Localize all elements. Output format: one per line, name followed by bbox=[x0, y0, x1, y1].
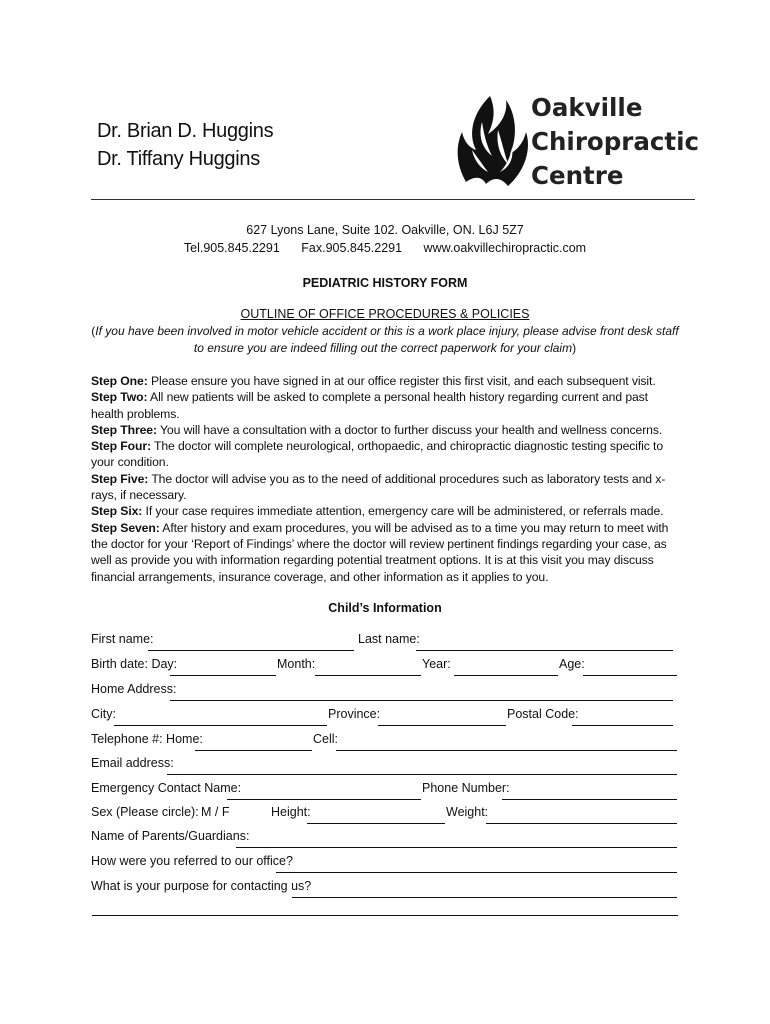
claim-note bbox=[0, 323, 770, 357]
birth-day-label: Birth date: Day: bbox=[91, 657, 178, 671]
emergency-row bbox=[91, 781, 679, 801]
outline-heading: OUTLINE OF OFFICE PROCEDURES & POLICIES bbox=[240, 307, 530, 321]
step-label: Step Six: bbox=[91, 504, 143, 519]
purpose-extra-line[interactable] bbox=[92, 915, 678, 916]
child-info-title: Child’s Information bbox=[328, 601, 442, 615]
form-title: PEDIATRIC HISTORY FORM bbox=[302, 276, 468, 290]
phone-fax-web bbox=[0, 241, 770, 255]
year-field[interactable] bbox=[454, 675, 558, 676]
logo-wordmark bbox=[531, 91, 699, 193]
logo-line: Oakville bbox=[531, 93, 643, 122]
note-paren: ( bbox=[91, 324, 96, 338]
email-row bbox=[91, 756, 679, 776]
month-label: Month: bbox=[277, 657, 316, 671]
step-item bbox=[91, 373, 681, 389]
website-link[interactable]: www.oakvillechiropractic.com bbox=[423, 241, 587, 255]
cell-field[interactable] bbox=[336, 750, 677, 751]
first-name-label: First name: bbox=[91, 632, 154, 646]
city-row bbox=[91, 707, 679, 727]
home-address-label: Home Address: bbox=[91, 682, 177, 696]
tel: Tel.905.845.2291 bbox=[183, 241, 280, 255]
province-field[interactable] bbox=[378, 725, 506, 726]
phone-number-label: Phone Number: bbox=[422, 781, 510, 795]
city-label: City: bbox=[91, 707, 116, 721]
birth-day-field[interactable] bbox=[170, 675, 276, 676]
sex-label: Sex (Please circle): bbox=[91, 805, 199, 819]
doctor-name: Dr. Tiffany Huggins bbox=[97, 148, 260, 170]
step-label: Step Seven: bbox=[91, 520, 160, 535]
step-item bbox=[91, 438, 681, 471]
age-label: Age: bbox=[559, 657, 585, 671]
emergency-contact-field[interactable] bbox=[227, 799, 421, 800]
address: 627 Lyons Lane, Suite 102. Oakville, ON. L6J 5Z7 bbox=[246, 223, 524, 237]
height-field[interactable] bbox=[307, 823, 445, 824]
city-field[interactable] bbox=[114, 725, 327, 726]
step-item bbox=[91, 389, 681, 422]
step-text: The doctor will advise you as to the need of additional procedures such as laboratory tests and x-rays, if necessary. bbox=[91, 471, 666, 503]
step-label: Step Four: bbox=[91, 439, 151, 454]
step-label: Step One: bbox=[91, 374, 148, 388]
step-label: Step Three: bbox=[91, 422, 157, 437]
email-field[interactable] bbox=[167, 774, 677, 775]
month-field[interactable] bbox=[315, 675, 421, 676]
address-row bbox=[91, 682, 679, 702]
doctor-names bbox=[97, 117, 273, 173]
referred-label: How were you referred to our office? bbox=[91, 854, 293, 868]
last-name-field[interactable] bbox=[416, 650, 673, 651]
parents-label: Name of Parents/Guardians: bbox=[91, 829, 250, 843]
fax: Fax.905.845.2291 bbox=[301, 241, 403, 255]
referred-field[interactable] bbox=[276, 872, 677, 873]
note-paren: ) bbox=[572, 341, 577, 355]
step-text: You will have a consultation with a doctor to further discuss your health and wellness concerns. bbox=[156, 422, 663, 437]
telephone-home-label: Telephone #: Home: bbox=[91, 732, 203, 746]
sex-row bbox=[91, 805, 679, 825]
postal-code-field[interactable] bbox=[572, 725, 673, 726]
purpose-label: What is your purpose for contacting us? bbox=[91, 879, 312, 893]
logo-line: Chiropractic bbox=[531, 127, 700, 156]
procedure-steps bbox=[91, 373, 681, 585]
step-text: All new patients will be asked to complete a personal health history regarding current and past health problems. bbox=[91, 390, 648, 421]
note-text: If you have been involved in motor vehicle accident or this is a work place injury, please advise front desk staff to ensure you are indeed filling out the correct paperwork for your claim bbox=[95, 324, 679, 355]
step-text: If your case requires immediate attention, emergency care will be administered, or referrals made. bbox=[142, 504, 664, 519]
step-text: After history and exam procedures, you will be advised as to a time you may return to meet with the doctor for your ‘Report of Findings’ where the doctor will review pertinent findings regarding your case, as well as provide you with information regarding potential treatment options. It is at this visit you may discuss financial arrangements, insurance coverage, and other information as it applies to you. bbox=[91, 520, 669, 584]
step-label: Step Five: bbox=[91, 471, 149, 486]
telephone-row bbox=[91, 732, 679, 752]
referred-row bbox=[91, 854, 679, 874]
phone-number-field[interactable] bbox=[502, 799, 677, 800]
step-label: Step Two: bbox=[91, 390, 148, 405]
step-item bbox=[91, 422, 681, 438]
parents-field[interactable] bbox=[236, 847, 677, 848]
age-field[interactable] bbox=[583, 675, 677, 676]
height-label: Height: bbox=[271, 805, 311, 819]
weight-label: Weight: bbox=[446, 805, 489, 819]
email-label: Email address: bbox=[91, 756, 174, 770]
sex-options[interactable]: M / F bbox=[201, 805, 230, 819]
purpose-row bbox=[91, 879, 679, 899]
province-label: Province: bbox=[328, 707, 381, 721]
step-item bbox=[91, 503, 681, 519]
parents-row bbox=[91, 829, 679, 849]
name-row bbox=[91, 632, 679, 652]
logo-line: Centre bbox=[531, 161, 624, 190]
header-divider bbox=[91, 199, 695, 200]
postal-code-label: Postal Code: bbox=[507, 707, 579, 721]
home-address-field[interactable] bbox=[170, 700, 673, 701]
step-item bbox=[91, 520, 681, 585]
last-name-label: Last name: bbox=[358, 632, 420, 646]
step-text: Please ensure you have signed in at our office register this first visit, and each subsequent visit. bbox=[147, 374, 656, 388]
birth-row bbox=[91, 657, 679, 677]
purpose-field[interactable] bbox=[292, 897, 677, 898]
year-label: Year: bbox=[422, 657, 451, 671]
emergency-contact-label: Emergency Contact Name: bbox=[91, 781, 242, 795]
doctor-name: Dr. Brian D. Huggins bbox=[97, 120, 274, 142]
cell-label: Cell: bbox=[313, 732, 339, 746]
step-item bbox=[91, 471, 681, 504]
first-name-field[interactable] bbox=[148, 650, 354, 651]
telephone-home-field[interactable] bbox=[195, 750, 312, 751]
weight-field[interactable] bbox=[486, 823, 677, 824]
step-text: The doctor will complete neurological, orthopaedic, and chiropractic diagnostic testing specific to your condition. bbox=[91, 439, 664, 470]
